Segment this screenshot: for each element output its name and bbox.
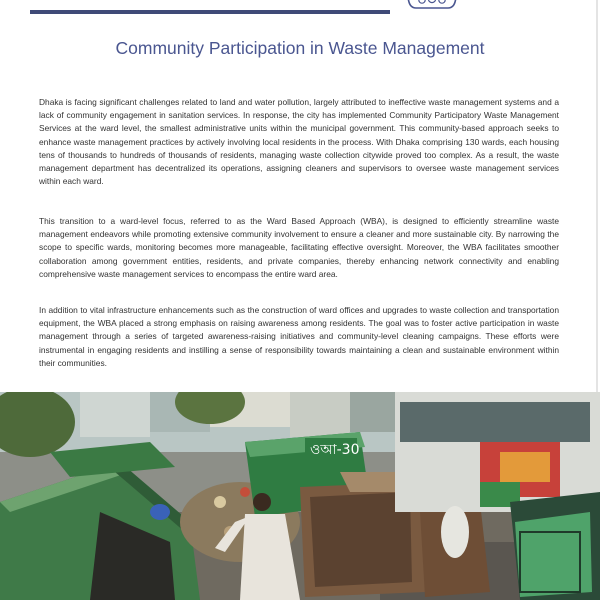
header-rule <box>30 10 390 14</box>
people-group-icon <box>406 0 458 14</box>
container-sign-text: ওআ-30 <box>310 442 360 458</box>
paragraph-1: Dhaka is facing significant challenges related to land and water pollution, largely attributed to ineffective waste management systems and a lack of community engagement in sanitation services. In response, the city has implemented Community Participatory Waste Management Services at the ward level, the smallest administrative units within the municipal government. This community-based approach seeks to enhance waste management practices by actively involving local residents in the process. With Dhaka comprising 130 wards, each housing tens of thousands to hundreds of thousands of residents, managing waste collection citywide proved too complex. As a result, the waste management department has decentralized its operations, assigning cleaners and supervisors to oversee waste management services within each ward. <box>39 97 559 187</box>
paragraph-3: In addition to vital infrastructure enhancements such as the construction of ward offices and upgrades to waste collection and transportation equipment, the WBA placed a strong emphasis on raising awareness among residents. The goal was to foster active participation in waste management through a series of targeted awareness-raising initiatives and community-level cleaning campaigns. These efforts were instrumental in engaging residents and instilling a sense of responsibility towards maintaining a clean and sustainable environment within their communities. <box>39 305 559 368</box>
paragraph-2: This transition to a ward-level focus, referred to as the Ward Based Approach (WBA), is designed to efficiently streamline waste management endeavors while promoting extensive community involvement to ensure a cleaner and more sustainable city. By narrowing the scope to specific wards, monitoring becomes more manageable, facilitating effective oversight. Moreover, the WBA facilitates smoother collaboration among government entities, residents, and private companies, thereby enhancing network connectivity and enabling comprehensive waste management services to encompass the entire ward area. <box>39 216 559 279</box>
page-title: Community Participation in Waste Management <box>115 38 485 58</box>
waste-collection-photo <box>0 392 600 600</box>
